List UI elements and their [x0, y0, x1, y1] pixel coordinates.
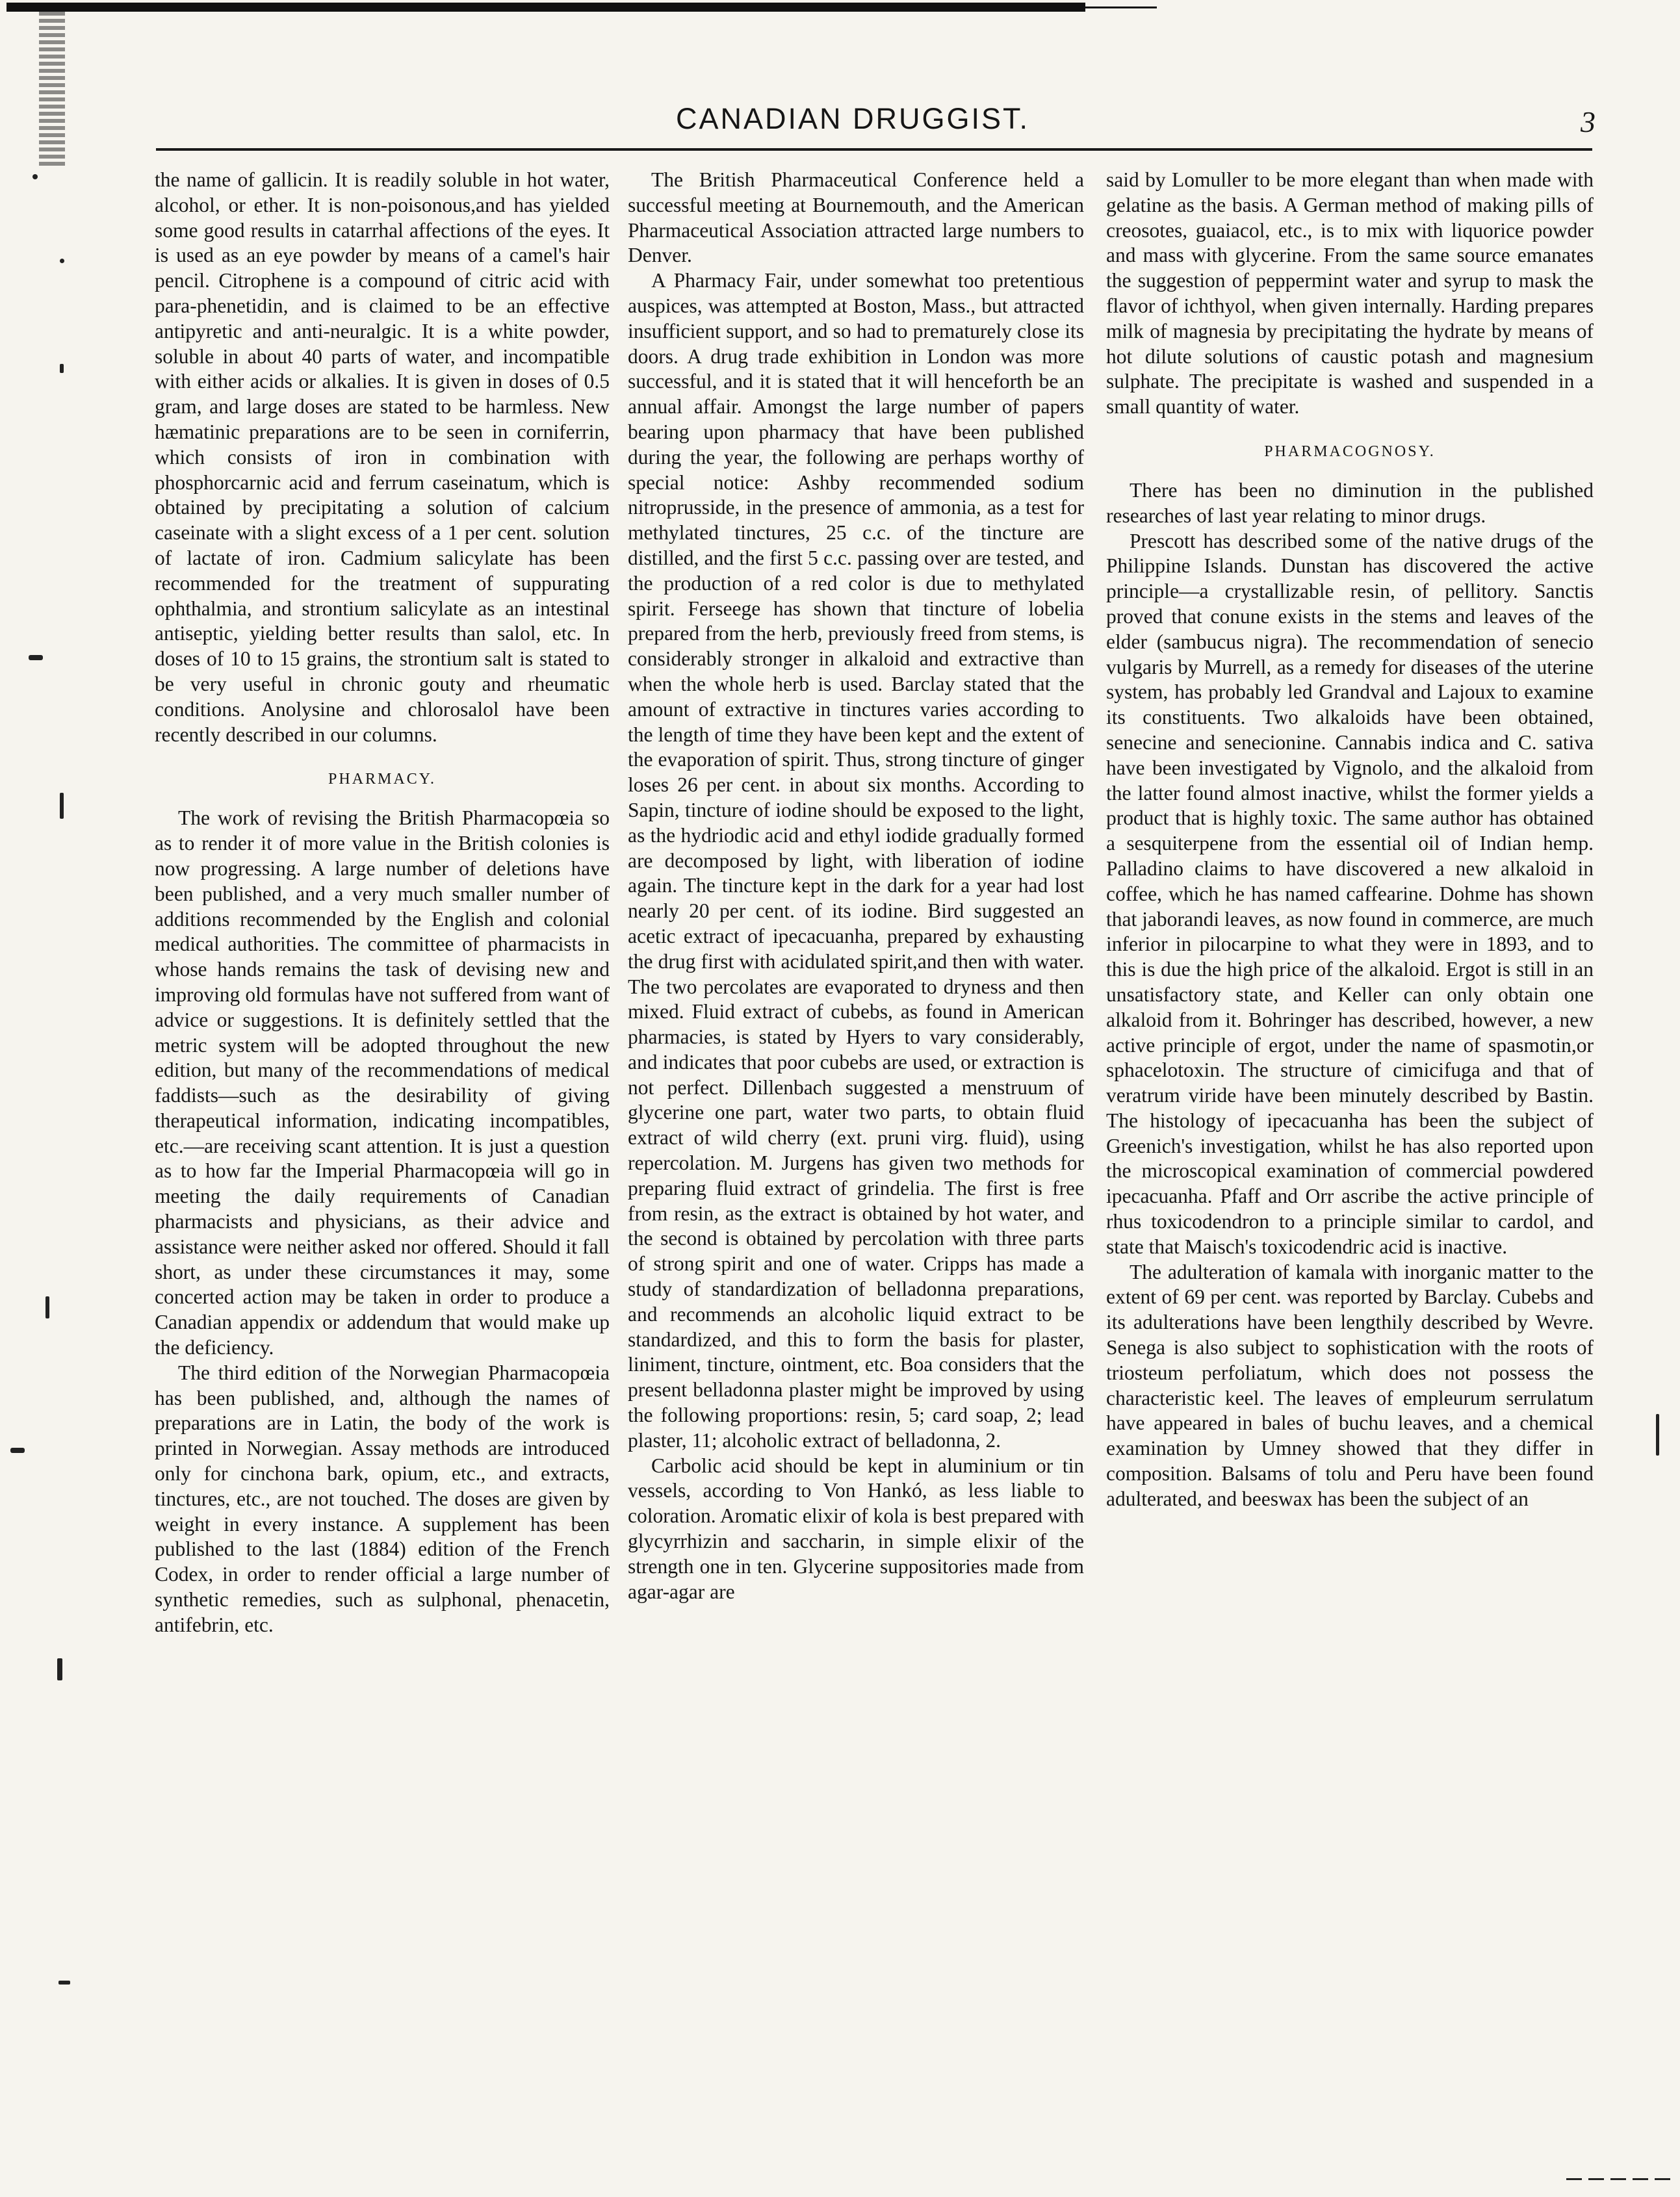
- paragraph: The work of revising the British Pharmacopœia so as to render it of more value in the British colonies is now progressing. A large number of deletions have been published, and a very much smaller number of additions recommended by the English and colonial medical authorities. The committee of pharmacists in whose hands remains the task of devising new and improving old formulas have not suffered from want of advice or suggestions. It is definitely settled that the metric system will be adopted throughout the new edition, but many of the recommendations of medical faddists—such as the desirability of giving therapeutical information, indicating incompatibles, etc.—are receiving scant attention. It is just a question as to how far the Imperial Pharmacopœia will go in meeting the daily requirements of Canadian pharmacists and physicians, as their advice and assistance were neither asked nor offered. Should it fall short, as under these circumstances it may, some concerted action may be taken in order to produce a Canadian appendix or addendum that would make up the deficiency.: [155, 806, 610, 1359]
- paragraph: The adulteration of kamala with inorganic matter to the extent of 69 per cent. was reported by Barclay. Cubebs and its adulterations have been lengthily described by Wevre. Senega is also subject to sophistication with the roots of triosteum perfoliatum, which does not possess the characteristic keel. The leaves of empleurum serrulatum have appeared in bales of buchu leaves, and a chemical examination by Umney showed that they differ in composition. Balsams of tolu and Peru have been found adulterated, and beeswax has been the subject of an: [1106, 1260, 1594, 1510]
- paragraph: There has been no diminution in the published researches of last year relating to minor drugs.: [1106, 478, 1594, 527]
- margin-mark: [45, 1296, 49, 1318]
- bottom-scan-rule: [1566, 2178, 1670, 2180]
- scan-edge-artifact: [39, 12, 65, 168]
- section-heading-pharmacognosy: PHARMACOGNOSY.: [1264, 443, 1436, 460]
- text-column-2: [628, 168, 1084, 2130]
- margin-mark: [32, 174, 38, 179]
- page-number: 3: [1581, 105, 1596, 138]
- paragraph: Carbolic acid should be kept in aluminium or tin vessels, according to Von Hankó, as less liable to coloration. Aromatic elixir of kola is best prepared with glycyrrhizin and saccharin, in simple elixir of the strength one in ten. Glycerine suppositories made from agar-agar are: [628, 1454, 1084, 1603]
- margin-mark: [60, 793, 64, 819]
- paragraph: the name of gallicin. It is readily soluble in hot water, alcohol, or ether. It is non-poisonous,and has yielded some good results in catarrhal affections of the eyes. It is used as an eye powder by means of a camel's hair pencil. Citrophene is a compound of citric acid with para-phenetidin, and is claimed to be an effective antipyretic and anti-neuralgic. It is a white powder, soluble in about 40 parts of water, and incompatible with either acids or alkalies. It is given in doses of 0.5 gram, and large doses are stated to be harmless. New hæmatinic preparations are to be seen in corniferrin, which consists of iron in combination with phosphorcarnic acid and ferrum caseinatum, which is obtained by precipitating a solution of calcium caseinate with a slight excess of a 1 per cent. solution of lactate of iron. Cadmium salicylate has been recommended for the treatment of suppurating ophthalmia, and strontium salicylate as an intestinal antiseptic, yielding better results than salol, etc. In doses of 10 to 15 grains, the strontium salt is stated to be very useful in chronic gouty and rheumatic conditions. Anolysine and chlorosalol have been recently described in our columns.: [155, 168, 610, 746]
- margin-mark: [1656, 1414, 1659, 1456]
- margin-mark: [60, 259, 64, 263]
- margin-mark: [29, 655, 43, 660]
- margin-mark: [58, 1981, 70, 1985]
- margin-mark: [60, 364, 64, 373]
- section-heading-pharmacy: PHARMACY.: [328, 771, 436, 788]
- running-head: CANADIAN DRUGGIST.: [676, 102, 1030, 135]
- paragraph: A Pharmacy Fair, under somewhat too pretentious auspices, was attempted at Boston, Mass., but attracted insufficient support, and so had to prematurely close its doors. A drug trade exhibition in London was more successful, and it is stated that it will henceforth be an annual affair. Amongst the large number of papers bearing upon pharmacy that have been published during the year, the following are perhaps worthy of special notice: Ashby recommended sodium nitroprusside, in the presence of ammonia, as a test for methylated tinctures, 25 c.c. of the tincture are distilled, and the first 5 c.c. passing over are tested, and the production of a red color is due to methylated spirit. Ferseege has shown that tincture of lobelia prepared from the herb, previously freed from stems, is considerably stronger in alkaloid and extractive than when the whole herb is used. Barclay stated that the amount of extractive in tinctures varies according to the length of time they have been kept and the extent of the evaporation of spirit. Thus, strong tincture of ginger loses 26 per cent. in about six months. According to Sapin, tincture of iodine should be exposed to the light, as the hydriodic acid and ethyl iodide gradually formed are decomposed by light, with liberation of iodine again. The tincture kept in the dark for a year had lost nearly 20 per cent. of its iodine. Bird suggested an acetic extract of ipecacuanha, prepared by exhausting the drug first with acidulated spirit,and then with water. The two percolates are evaporated to dryness and then mixed. Fluid extract of cubebs, as found in American pharmacies, is stated by Hyers to vary considerably, and indicates that poor cubebs are used, or extraction is not perfect. Dillenbach suggested a menstruum of glycerine one part, water two parts, to obtain fluid extract of wild cherry (ext. pruni virg. fluid), using repercolation. M. Jurgens has given two methods for preparing fluid extract of grindelia. The first is free from resin, as the extract is obtained by hot water, and the second is obtained by percolation with three parts of strong spirit and one of water. Cripps has made a study of standardization of belladonna preparations, and recommends an alcoholic liquid extract to be standardized, and this to form the basis for plaster, liniment, tincture, ointment, etc. Boa considers that the present belladonna plaster might be improved by using the following proportions: resin, 5; card soap, 2; lead plaster, 11; alcoholic extract of belladonna, 2.: [628, 269, 1084, 1452]
- paragraph: Prescott has described some of the native drugs of the Philippine Islands. Dunstan has discovered the active principle—a crystallizable resin, of pellitory. Sanctis proved that conune exists in the stems and leaves of the elder (sambucus nigra). The recommendation of senecio vulgaris by Murrell, as a remedy for diseases of the uterine system, has probably led Grandval and Lajoux to examine its constituents. Two alkaloids have been obtained, senecine and senecionine. Cannabis indica and C. sativa have been investigated by Vignolo, and the alkaloid from the latter found almost inactive, whilst the former yields a product that is highly toxic. The same author has obtained a sesquiterpene from the essential oil of Indian hemp. Palladino claims to have discovered a new alkaloid in coffee, which he has named caffearine. Dohme has shown that jaborandi leaves, as now found in commerce, are much inferior in pilocarpine to what they were in 1893, and to this is due the high price of the alkaloid. Ergot is still in an unsatisfactory state, and Keller can only obtain one alkaloid from it. Bohringer has described, however, a new active principle of ergot, under the name of spasmotin,or sphacelotoxin. The structure of cimicifuga and that of veratrum viride have been minutely described by Bastin. The histology of ipecacuanha has been the subject of Greenich's investigation, whilst he has also reported upon the microscopical examination of commercial powdered ipecacuanha. Pfaff and Orr ascribe the active principle of rhus toxicodendron to a principle similar to cardol, and state that Maisch's toxicodendric acid is inactive.: [1106, 529, 1594, 1258]
- text-column-1: [155, 168, 610, 2130]
- top-scan-rule-thin: [1085, 6, 1157, 8]
- text-column-3: [1106, 168, 1594, 2130]
- paragraph: The British Pharmaceutical Conference held a successful meeting at Bournemouth, and the American Pharmaceutical Association attracted large numbers to Denver.: [628, 168, 1084, 267]
- paragraph: said by Lomuller to be more elegant than when made with gelatine as the basis. A German method of making pills of creosotes, guaiacol, etc., is to mix with liquorice powder and mass with glycerine. From the same source emanates the suggestion of peppermint water and syrup to mask the flavor of ichthyol, when given internally. Harding prepares milk of magnesia by precipitating the hydrate by means of hot dilute solutions of caustic potash and magnesium sulphate. The precipitate is washed and suspended in a small quantity of water.: [1106, 168, 1594, 418]
- margin-mark: [10, 1448, 25, 1453]
- top-scan-rule: [6, 3, 1085, 12]
- paragraph: The third edition of the Norwegian Pharmacopœia has been published, and, although the names of preparations are in Latin, the body of the work is printed in Norwegian. Assay methods are introduced only for cinchona bark, opium, etc., and extracts, tinctures, etc., are not touched. The doses are given by weight in every instance. A supplement has been published to the last (1884) edition of the French Codex, in order to render official a large number of synthetic remedies, such as sulphonal, phenacetin, antifebrin, etc.: [155, 1361, 610, 1636]
- margin-mark: [57, 1658, 62, 1680]
- header-rule: [156, 148, 1592, 151]
